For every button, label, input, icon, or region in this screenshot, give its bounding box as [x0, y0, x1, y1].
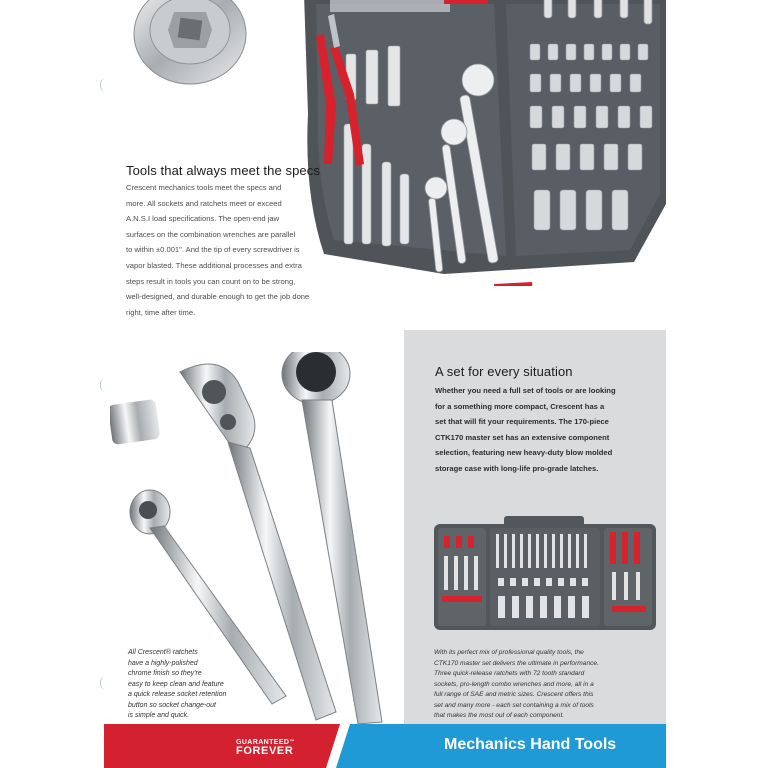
guarantee-top: GUARANTEED — [236, 739, 290, 746]
text-line: Whether you need a full set of tools or are looking — [435, 386, 616, 395]
text-line: Crescent mechanics tools meet the specs and — [126, 183, 282, 192]
text-line: for a something more compact, Crescent has a — [435, 401, 605, 411]
text-line: steps result in tools you can count on to be strong, — [126, 276, 296, 286]
footer-title: Mechanics Hand Tools — [444, 736, 617, 753]
text-line: to within ±0.001". And the tip of every screwdriver is — [126, 245, 300, 255]
master-set-caption — [434, 648, 660, 722]
text-line: more. All sockets and ratchets meet or exceed — [126, 198, 282, 208]
specs-body — [126, 180, 388, 320]
text-line: set that will fit your requirements. The 170-piece — [435, 417, 609, 427]
guarantee-badge — [236, 738, 295, 756]
catalog-page — [104, 0, 666, 768]
ratchets-caption — [128, 648, 308, 722]
situation-body — [435, 383, 657, 477]
caption-line: All Crescent® ratchets — [128, 649, 198, 656]
caption-line: that makes the most out of each component. — [434, 712, 565, 719]
text-line: vapor blasted. These additional processes and extra — [126, 260, 302, 270]
caption-line: sockets, pro-length combo wrenches and more, all in a — [434, 680, 594, 688]
caption-line: button so socket change-out — [128, 701, 216, 709]
text-line: A.N.S.I load specifications. The open-end jaw — [126, 214, 280, 224]
caption-line: Three quick-release ratchets with 72 tooth standard — [434, 670, 585, 677]
caption-line: With its perfect mix of professional quality tools, the — [434, 649, 584, 656]
text-line: selection, featuring new heavy-duty blow molded — [435, 448, 613, 458]
text-line: surfaces on the combination wrenches are parallel — [126, 229, 296, 239]
situation-heading: A set for every situation — [435, 364, 573, 379]
socket-image — [130, 0, 250, 90]
caption-line: is simple and quick. — [128, 712, 190, 719]
text-line: well-designed, and durable enough to get the job done — [126, 292, 310, 302]
caption-line: easy to keep clean and feature — [128, 680, 224, 688]
guarantee-bottom: FOREVER — [236, 745, 294, 757]
text-line: right, time after time. — [126, 307, 196, 317]
caption-line: full range of SAE and metric sizes. Crescent offers this — [434, 691, 594, 698]
caption-line: chrome finish so they're — [128, 670, 202, 677]
caption-line: have a highly-polished — [128, 659, 198, 667]
specs-heading: Tools that always meet the specs — [126, 163, 320, 178]
master-set-image — [434, 516, 656, 634]
text-line: CTK170 master set has an extensive component — [435, 432, 610, 442]
caption-line: set and many more - each set containing a mix of tools — [434, 701, 594, 709]
caption-line: CTK170 master set delivers the ultimate in performance. — [434, 659, 599, 667]
trademark-icon: ™ — [289, 739, 295, 745]
caption-line: a quick release socket retention — [128, 691, 227, 698]
text-line: storage case with long-life pro-grade latches. — [435, 463, 599, 473]
